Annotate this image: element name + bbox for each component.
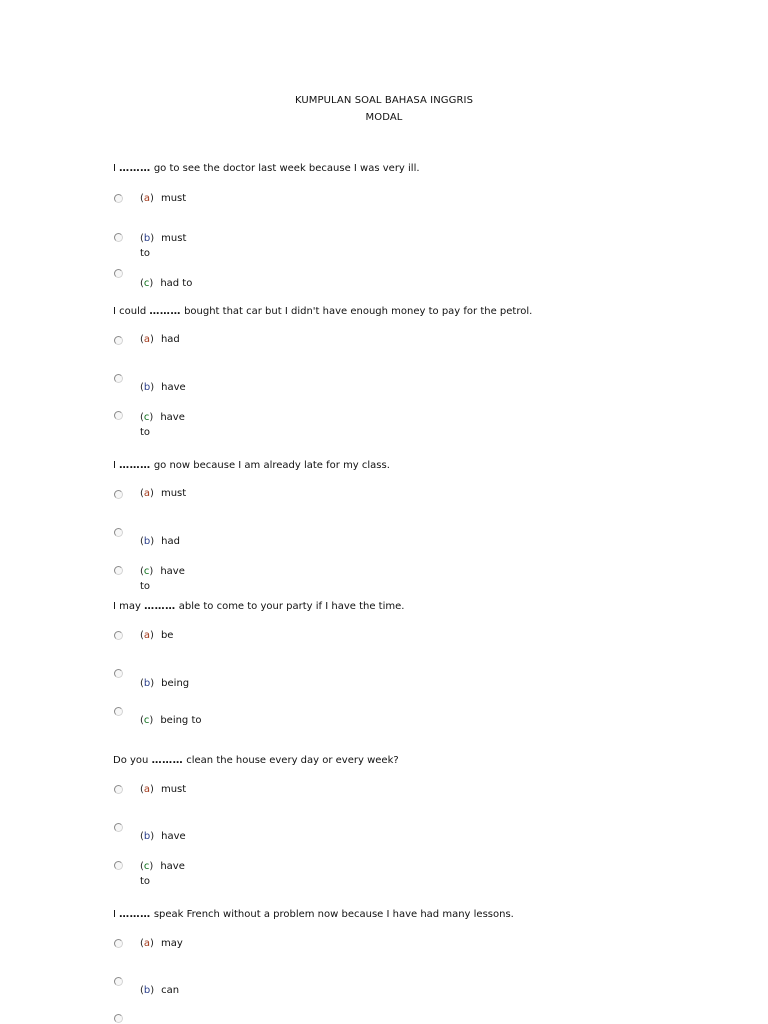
option-text-wrap: to — [140, 427, 151, 438]
question-1-text — [113, 163, 420, 174]
question-6-text — [113, 909, 514, 920]
q5-radio-a[interactable] — [114, 785, 123, 794]
q1-option-b: (b) must — [140, 233, 187, 244]
option-text: must — [160, 193, 187, 204]
option-letter: c — [143, 412, 150, 423]
question-text-before: I — [113, 460, 120, 471]
q4-option-b: (b) being — [140, 678, 190, 689]
document-title: KUMPULAN SOAL BAHASA INGGRIS — [294, 95, 474, 106]
question-text-after: bought that car but I didn't have enough money to pay for the petrol. — [180, 306, 533, 317]
q2-radio-b[interactable] — [114, 374, 123, 383]
q2-option-c: (c) have — [140, 412, 185, 423]
q4-option-c: (c) being to — [140, 715, 202, 726]
option-letter: a — [143, 784, 151, 795]
q3-radio-b[interactable] — [114, 528, 123, 537]
option-letter: c — [143, 566, 150, 577]
q4-radio-b[interactable] — [114, 669, 123, 678]
question-text-after: speak French without a problem now because I have had many lessons. — [150, 909, 514, 920]
question-4-text — [113, 601, 404, 612]
option-text: being — [161, 678, 190, 689]
option-text: have — [161, 831, 186, 842]
option-text: must — [160, 488, 187, 499]
option-letter: c — [143, 861, 150, 872]
answer-blank: ……… — [149, 306, 181, 317]
option-text: may — [160, 938, 183, 949]
q1-radio-b[interactable] — [114, 233, 123, 242]
option-text: had — [160, 334, 180, 345]
option-text: being to — [160, 715, 202, 726]
answer-blank: ……… — [119, 163, 151, 174]
question-2-text — [113, 306, 532, 317]
q1-radio-c[interactable] — [114, 269, 123, 278]
q3-option-a: (a) must — [140, 488, 187, 499]
option-letter: b — [143, 233, 151, 244]
question-text-before: I could — [113, 306, 150, 317]
q1-option-a: (a) must — [140, 193, 187, 204]
option-letter: a — [143, 938, 151, 949]
q6-radio-c[interactable] — [114, 1014, 123, 1023]
option-letter: c — [143, 278, 150, 289]
q3-option-c: (c) have — [140, 566, 185, 577]
question-text-before: Do you — [113, 755, 152, 766]
option-text: have — [160, 412, 185, 423]
option-text: have — [160, 566, 185, 577]
q1-radio-a[interactable] — [114, 194, 123, 203]
q5-option-c: (c) have — [140, 861, 185, 872]
q5-radio-b[interactable] — [114, 823, 123, 832]
option-letter: b — [143, 985, 151, 996]
q5-radio-c[interactable] — [114, 861, 123, 870]
question-5-text — [113, 755, 399, 766]
option-letter: a — [143, 630, 151, 641]
q6-option-a: (a) may — [140, 938, 183, 949]
option-text: be — [160, 630, 174, 641]
option-text-wrap: to — [140, 876, 151, 887]
option-letter: c — [143, 715, 150, 726]
option-letter: b — [143, 831, 151, 842]
q2-radio-a[interactable] — [114, 336, 123, 345]
q4-radio-a[interactable] — [114, 631, 123, 640]
option-text: must — [161, 233, 187, 244]
answer-blank: ……… — [144, 601, 176, 612]
option-text: must — [160, 784, 187, 795]
question-text-after: able to come to your party if I have the time. — [175, 601, 405, 612]
q3-option-b: (b) had — [140, 536, 180, 547]
option-text: had to — [160, 278, 193, 289]
q3-radio-a[interactable] — [114, 490, 123, 499]
option-text-wrap: to — [140, 581, 151, 592]
question-text-after: clean the house every day or every week? — [183, 755, 399, 766]
document-subtitle: MODAL — [365, 112, 403, 123]
option-text-wrap: to — [140, 248, 151, 259]
option-text: have — [160, 861, 185, 872]
q6-radio-b[interactable] — [114, 977, 123, 986]
option-letter: a — [143, 193, 151, 204]
option-letter: a — [143, 334, 151, 345]
q2-radio-c[interactable] — [114, 411, 123, 420]
answer-blank: ……… — [151, 755, 184, 766]
q4-radio-c[interactable] — [114, 707, 123, 716]
question-3-text — [113, 460, 390, 471]
q4-option-a: (a) be — [140, 630, 174, 641]
option-letter: b — [143, 536, 151, 547]
q5-option-a: (a) must — [140, 784, 187, 795]
q5-option-b: (b) have — [140, 831, 186, 842]
question-text-before: I — [113, 909, 120, 920]
option-letter: b — [143, 678, 151, 689]
q6-radio-a[interactable] — [114, 939, 123, 948]
answer-blank: ……… — [119, 909, 151, 920]
question-text-before: I — [113, 163, 120, 174]
q3-radio-c[interactable] — [114, 566, 123, 575]
option-text: can — [161, 985, 180, 996]
option-text: have — [161, 382, 186, 393]
q2-option-b: (b) have — [140, 382, 186, 393]
answer-blank: ……… — [119, 460, 151, 471]
option-letter: a — [143, 488, 151, 499]
q1-option-c: (c) had to — [140, 278, 193, 289]
option-text: had — [161, 536, 180, 547]
question-text-after: go now because I am already late for my class. — [150, 460, 390, 471]
option-letter: b — [143, 382, 151, 393]
question-text-before: I may — [113, 601, 145, 612]
q6-option-b: (b) can — [140, 985, 180, 996]
q2-option-a: (a) had — [140, 334, 180, 345]
question-text-after: go to see the doctor last week because I was very ill. — [150, 163, 420, 174]
